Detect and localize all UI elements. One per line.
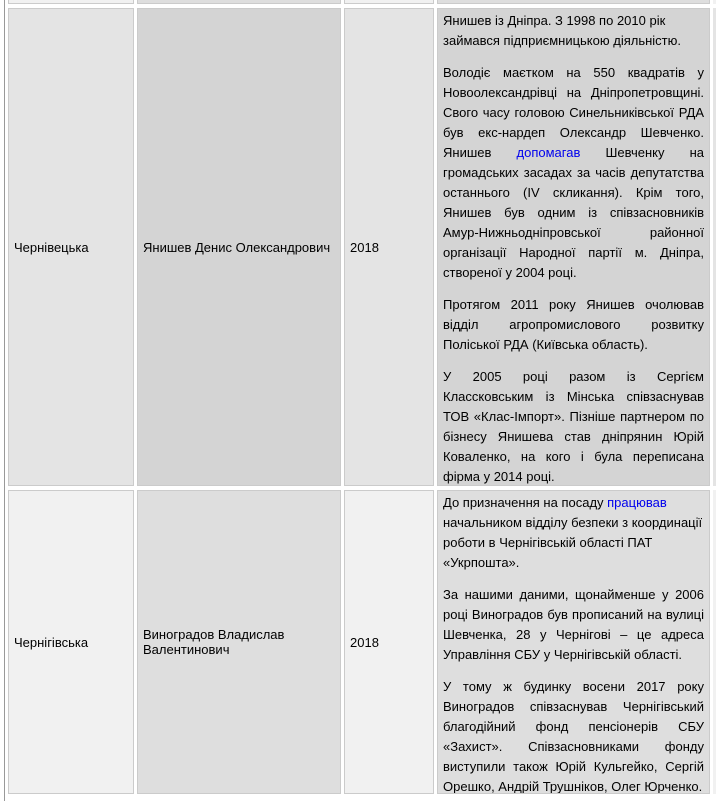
name-cell: [137, 490, 341, 794]
bio-paragraph: [443, 367, 704, 486]
region-label: Чернігівська: [14, 634, 89, 650]
bio-link[interactable]: допомагав: [516, 145, 581, 160]
records-table: [8, 0, 716, 794]
bio-text: начальником відділу безпеки з координації роботи в Чернігівській області ПАТ «Укрпошта».: [443, 515, 703, 570]
cropped-row-year-cell: [344, 0, 434, 4]
bio-text: У 2005 році разом із Сергієм Классковським із Мінська співзаснував ТОВ «Клас-Імпорт». Пізніше партнером по бізнесу Янишева став дніпрянин Юрій Коваленко, на кого і була переписана фірма у 2014 році.: [443, 369, 704, 484]
cropped-row-bio-cell: [437, 0, 710, 4]
bio-paragraph: [443, 11, 704, 51]
person-name: Виноградов Владислав Валентинович: [143, 627, 285, 657]
bio-paragraph: [443, 493, 704, 573]
bio-text: До призначення на посаду: [443, 495, 608, 510]
bio-text: За нашими даними, щонайменше у 2006 році Виноградов був прописаний на вулиці Шевченка, 28 у Чернігові – це адреса Управління СБУ у Чернігівській області.: [443, 587, 704, 662]
bio-link[interactable]: працював: [607, 495, 667, 510]
year-label: 2018: [350, 239, 379, 255]
table-outer-border: [4, 0, 5, 801]
bio-text: Протягом 2011 року Янишев очолював відділ агропромислового розвитку Поліської РДА (Київська область).: [443, 297, 704, 352]
edge-cell: [713, 8, 716, 486]
region-cell: [8, 490, 134, 794]
region-label: Чернівецька: [14, 239, 89, 255]
person-name: Янишев Денис Олександрович: [143, 239, 331, 255]
year-cell: [344, 490, 434, 794]
bio-text: Володіє маєтком на 550 квадратів у Новоолександрівці на Дніпропетровщині. Свого часу головою Синельниківської РДА був екс-нардеп Олександр Шевченко. Янишев: [443, 65, 704, 160]
bio-text: Янишев із Дніпра. З 1998 по 2010 рік займався підприємницькою діяльністю.: [443, 13, 681, 48]
bio-text: Шевченку на громадських засадах за часів депутатства останнього (IV скликання). Крім того, Янишев був одним із співзасновників Амур-Нижньодніпровської районної організації Народної партії м. Дніпра, створеної у 2004 році.: [443, 145, 704, 280]
cropped-row-region-cell: [8, 0, 134, 4]
bio-paragraph: [443, 677, 704, 794]
bio-paragraph: [443, 63, 704, 283]
year-label: 2018: [350, 634, 379, 650]
bio-paragraph: [443, 585, 704, 665]
cropped-row-edge-cell: [713, 0, 716, 4]
bio-cell: [437, 8, 710, 486]
name-cell: [137, 8, 341, 486]
year-cell: [344, 8, 434, 486]
cropped-row-name-cell: [137, 0, 341, 4]
bio-text: У тому ж будинку восени 2017 року Виноградов співзаснував Чернігівський благодійний фонд пенсіонерів СБУ «Захист». Співзасновниками фонду виступили також Юрій Кульгейко, Сергій Орешко, Андрій Трушніков, Олег Юрченко.: [443, 679, 704, 794]
bio-cell: [437, 490, 710, 794]
edge-cell: [713, 490, 716, 794]
bio-paragraph: [443, 295, 704, 355]
region-cell: [8, 8, 134, 486]
